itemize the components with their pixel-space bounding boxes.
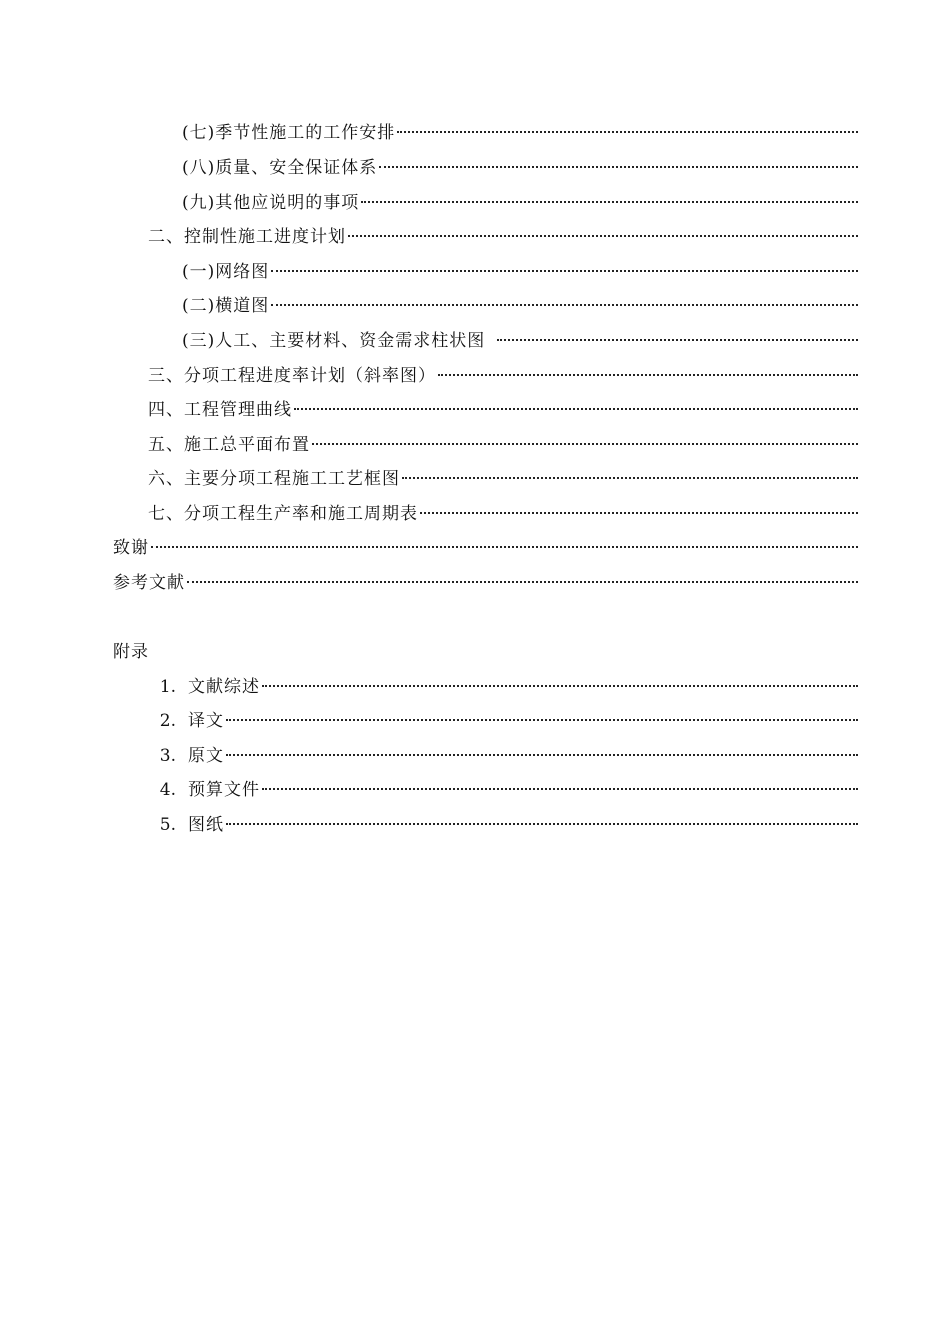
dot-leader — [397, 131, 858, 133]
dot-leader — [226, 719, 858, 721]
appendix-entry-number: 5. — [159, 815, 176, 835]
toc-entry-label: 六、主要分项工程施工工艺框图 — [148, 469, 400, 489]
appendix-entry-label: 图纸 — [188, 815, 224, 835]
toc-entry-label: (一)网络图 — [182, 262, 270, 282]
toc-entry-label: 五、施工总平面布置 — [148, 435, 310, 455]
appendix-entry[interactable] — [146, 775, 858, 805]
appendix-entry-number: 4. — [159, 780, 176, 800]
toc-entry-label: (三)人工、主要材料、资金需求柱状图 — [182, 331, 486, 351]
dot-leader — [402, 477, 858, 479]
appendix-title: 附录 — [113, 642, 149, 662]
toc-entry[interactable] — [148, 222, 858, 252]
toc-entry[interactable] — [148, 499, 858, 529]
dot-leader — [438, 374, 858, 376]
appendix-entry-number: 3. — [159, 746, 176, 766]
toc-entry-label: (二)横道图 — [182, 296, 270, 316]
toc-entry[interactable] — [148, 395, 858, 425]
dot-leader — [348, 235, 858, 237]
toc-entry[interactable] — [148, 361, 858, 391]
dot-leader — [226, 823, 858, 825]
toc-entry-label: (九)其他应说明的事项 — [182, 193, 360, 213]
dot-leader — [271, 270, 858, 272]
dot-leader — [294, 408, 858, 410]
toc-entry[interactable] — [113, 568, 858, 598]
appendix-entry-label: 原文 — [188, 746, 224, 766]
dot-leader — [361, 201, 858, 203]
appendix-entry-number: 2. — [159, 711, 176, 731]
toc-entry-label: (七)季节性施工的工作安排 — [182, 123, 396, 143]
appendix-entry-number: 1. — [159, 677, 176, 697]
appendix-entry-label: 文献综述 — [188, 677, 260, 697]
dot-leader — [271, 304, 858, 306]
appendix-entry[interactable] — [146, 706, 858, 736]
toc-entry-label: 二、控制性施工进度计划 — [148, 227, 346, 247]
toc-entry-label: 致谢 — [113, 538, 149, 558]
appendix-entry[interactable] — [146, 741, 858, 771]
dot-leader — [262, 685, 858, 687]
toc-entry[interactable] — [148, 430, 858, 460]
toc-entry-label: 三、分项工程进度率计划（斜率图） — [148, 366, 436, 386]
appendix-entry-label: 译文 — [188, 711, 224, 731]
toc-entry[interactable] — [182, 188, 858, 218]
toc-entry[interactable] — [182, 326, 858, 356]
dot-leader — [420, 512, 858, 514]
appendix-entry[interactable] — [146, 672, 858, 702]
appendix-entry-label: 预算文件 — [188, 780, 260, 800]
dot-leader — [262, 788, 858, 790]
appendix-entry[interactable] — [146, 810, 858, 840]
dot-leader — [187, 581, 858, 583]
toc-entry[interactable] — [182, 118, 858, 148]
dot-leader — [497, 339, 858, 341]
toc-entry[interactable] — [148, 464, 858, 494]
dot-leader — [226, 754, 858, 756]
toc-entry-label: 七、分项工程生产率和施工周期表 — [148, 504, 418, 524]
toc-entry[interactable] — [182, 257, 858, 287]
dot-leader — [151, 546, 858, 548]
toc-entry[interactable] — [182, 153, 858, 183]
dot-leader — [312, 443, 858, 445]
toc-entry[interactable] — [182, 291, 858, 321]
toc-entry[interactable] — [113, 533, 858, 563]
toc-entry-label: 参考文献 — [113, 573, 185, 593]
toc-entry-label: (八)质量、安全保证体系 — [182, 158, 378, 178]
toc-entry-label: 四、工程管理曲线 — [148, 400, 292, 420]
dot-leader — [379, 166, 858, 168]
